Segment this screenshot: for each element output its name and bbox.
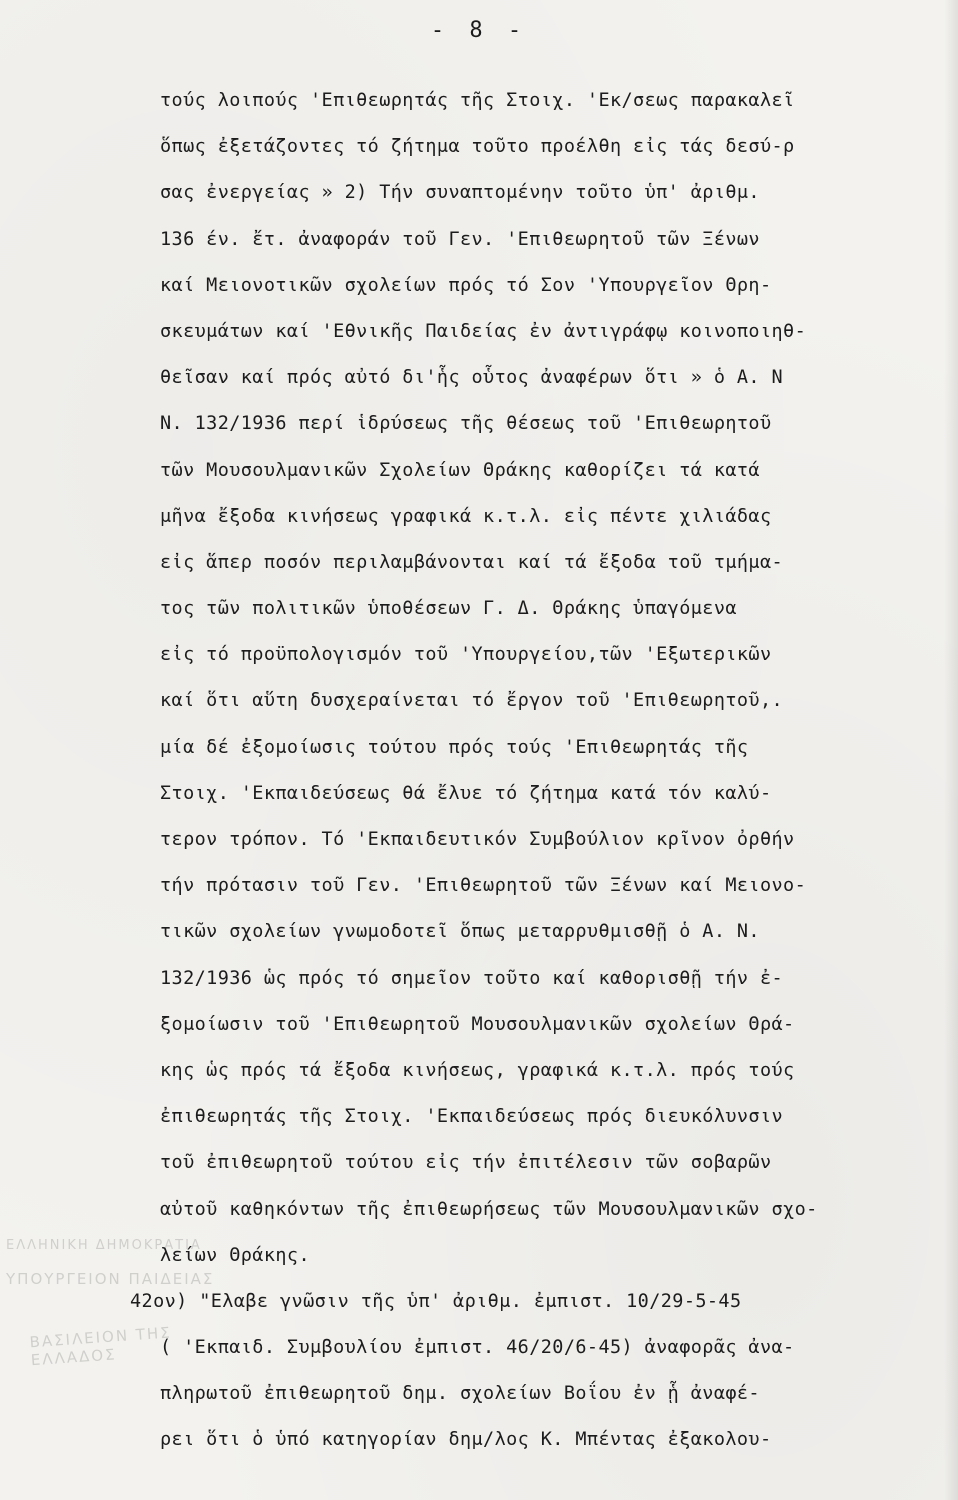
text-line: τερον τρόπον. Τό 'Εκπαιδευτικόν Συμβούλιον κρῖνον ὀρθήν <box>160 829 795 850</box>
text-line: 136 έν. ἔτ. ἀναφοράν τοῦ Γεν. 'Επιθεωρητοῦ τῶν Ξένων <box>160 228 760 250</box>
body-text <box>130 78 950 1464</box>
text-line: τούς λοιπούς 'Επιθεωρητάς τῆς Στοιχ. 'Εκ/σεως παρακαλεῖ <box>160 90 795 111</box>
text-line: τοῦ ἐπιθεωρητοῦ τούτου εἰς τήν ἐπιτέλεσιν τῶν σοβαρῶν <box>160 1152 772 1174</box>
text-line: σκευμάτων καί 'Εθνικῆς Παιδείας ἐν ἀντιγράφῳ κοινοποιηθ- <box>160 320 807 342</box>
text-line: εἰς τό προϋπολογισμόν τοῦ 'Υπουργείου,τῶν 'Εξωτερικῶν <box>160 644 772 666</box>
text-line: ἐπιθεωρητάς τῆς Στοιχ. 'Εκπαιδεύσεως πρός διευκόλυνσιν <box>160 1106 784 1128</box>
text-line: λείων Θράκης. <box>160 1244 310 1266</box>
text-line: καί ὅτι αὕτη δυσχεραίνεται τό ἔργον τοῦ 'Επιθεωρητοῦ,. <box>160 690 784 712</box>
text-line: μία δέ ἐξομοίωσις τούτου πρός τούς 'Επιθεωρητάς τῆς <box>160 736 749 758</box>
text-line: ( 'Εκπαιδ. Συμβουλίου ἐμπιστ. 46/20/6-45) ἀναφορᾶς ἀνα- <box>160 1337 795 1359</box>
stamp-line-1: ΕΛΛΗΝΙΚΗ ΔΗΜΟΚΡΑΤΙΑ <box>6 1238 202 1253</box>
text-line: αὐτοῦ καθηκόντων τῆς ἐπιθεωρήσεως τῶν Μουσουλμανικῶν σχο- <box>160 1198 818 1220</box>
text-line: κης ὡς πρός τά ἔξοδα κινήσεως, γραφικά κ.τ.λ. πρός τούς <box>160 1059 795 1081</box>
text-line: 132/1936 ὡς πρός τό σημεῖον τοῦτο καί καθορισθῇ τήν ἐ- <box>160 967 784 989</box>
text-line: τήν πρότασιν τοῦ Γεν. 'Επιθεωρητοῦ τῶν Ξένων καί Μειονο- <box>160 875 807 897</box>
text-line: εἰς ἅπερ ποσόν περιλαμβάνονται καί τά ἔξοδα τοῦ τμήμα- <box>160 551 784 573</box>
text-line: ξομοίωσιν τοῦ 'Επιθεωρητοῦ Μουσουλμανικῶν σχολείων Θρά- <box>160 1013 795 1035</box>
text-line: καί Μειονοτικῶν σχολείων πρός τό Σον 'Υπουργεῖον Θρη- <box>160 274 772 296</box>
stamp-line-3: ΒΑΣΙΛΕΙΟΝ ΤΗΣ ΕΛΛΑΔΟΣ <box>29 1323 173 1370</box>
text-line: μῆνα ἔξοδα κινήσεως γραφικά κ.τ.λ. εἰς πέντε χιλιάδας <box>160 505 772 527</box>
text-line: σας ἐνεργείας » 2) Τήν συναπτομένην τοῦτο ὑπ' ἀριθμ. <box>160 182 760 204</box>
text-line: Στοιχ. 'Εκπαιδεύσεως θά ἔλυε τό ζήτημα κατά τόν καλύ- <box>160 782 772 804</box>
page-number: - 8 - <box>430 18 528 43</box>
text-line: θεῖσαν καί πρός αὐτό δι'ἧς οὗτος ἀναφέρων ὅτι » ὁ Α. Ν <box>160 367 784 389</box>
stamp-line-2: ΥΠΟΥΡΓΕΙΟΝ ΠΑΙΔΕΙΑΣ <box>6 1270 215 1288</box>
text-line: ρει ὅτι ὁ ὑπό κατηγορίαν δημ/λος Κ. Μπέντας ἐξακολου- <box>160 1429 772 1451</box>
text-line: ὅπως ἐξετάζοντες τό ζήτημα τοῦτο προέλθη εἰς τάς δεσύ-ρ <box>160 136 795 158</box>
text-line: τικῶν σχολείων γνωμοδοτεῖ ὅπως μεταρρυθμισθῇ ὁ Α. Ν. <box>160 921 760 943</box>
text-line: 42ον) "Ελαβε γνῶσιν τῆς ὑπ' ἀριθμ. ἐμπιστ. 10/29-5-45 <box>130 1290 742 1312</box>
text-line: πληρωτοῦ ἐπιθεωρητοῦ δημ. σχολείων Βοΐου ἐν ᾗ ἀναφέ- <box>160 1383 760 1405</box>
page-edge-shadow <box>944 0 958 1500</box>
text-line: Ν. 132/1936 περί ἱδρύσεως τῆς θέσεως τοῦ 'Επιθεωρητοῦ <box>160 413 772 435</box>
text-line: τῶν Μουσουλμανικῶν Σχολείων Θράκης καθορίζει τά κατά <box>160 459 760 481</box>
text-line: τος τῶν πολιτικῶν ὑποθέσεων Γ. Δ. Θράκης ὑπαγόμενα <box>160 598 737 620</box>
